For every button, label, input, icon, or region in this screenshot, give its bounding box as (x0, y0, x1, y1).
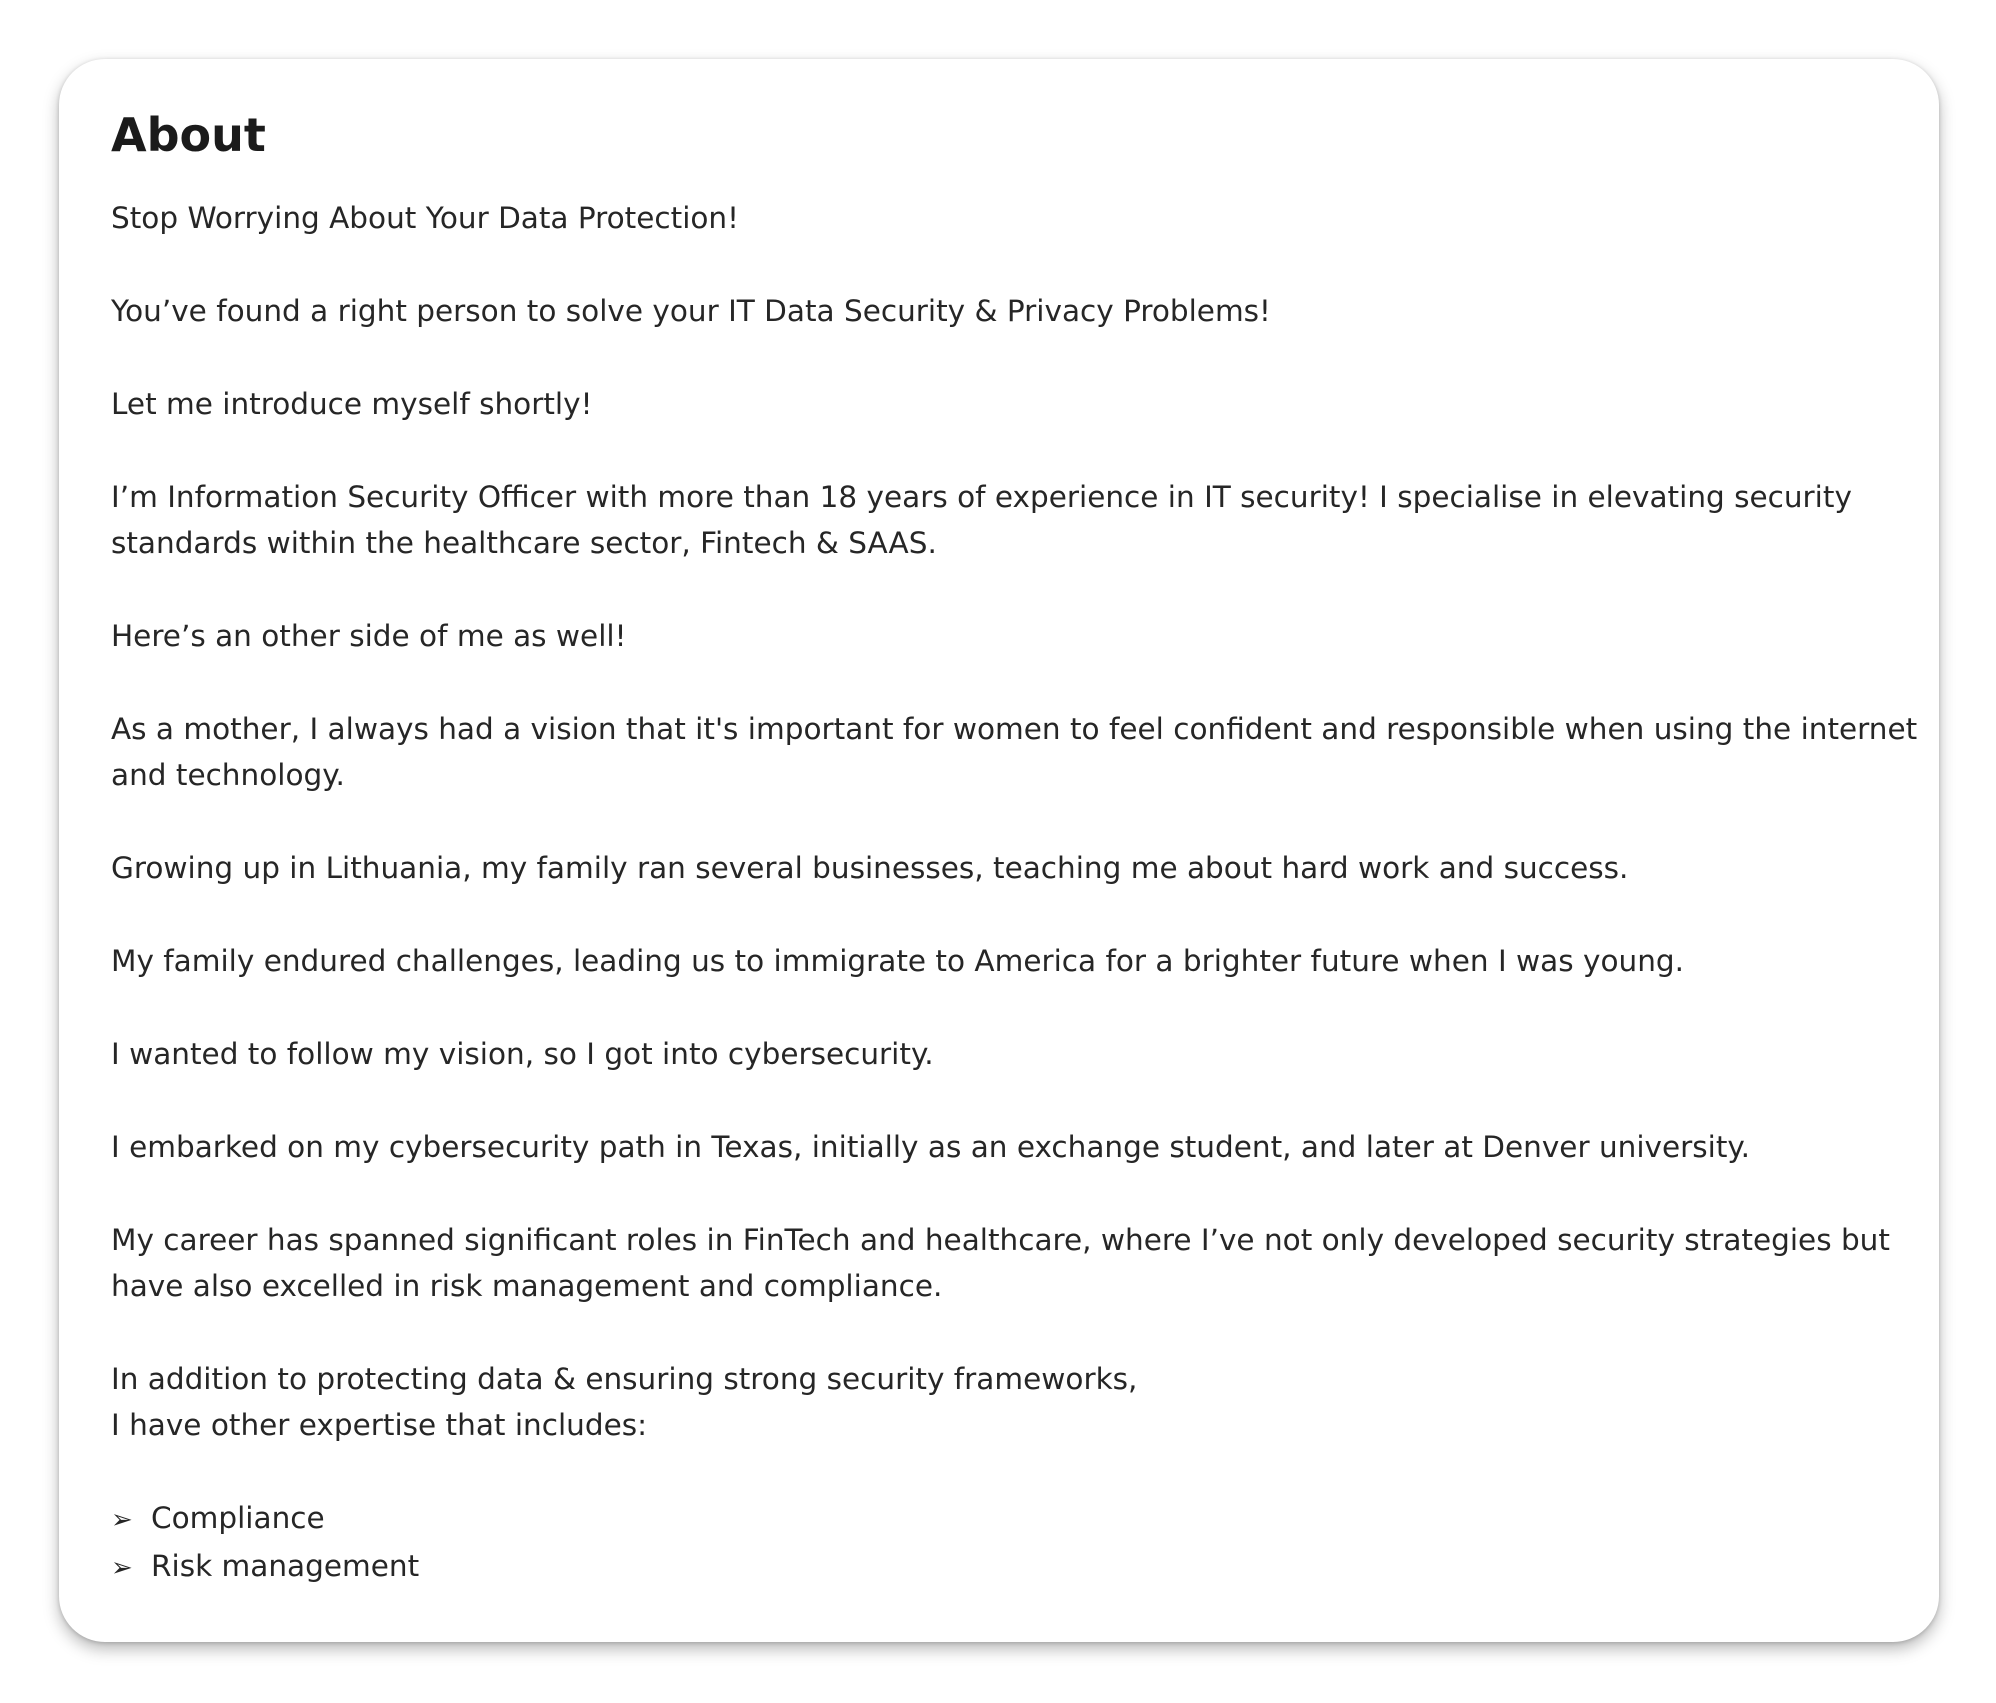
paragraph-line: have also excelled in risk management and compliance. (111, 1269, 943, 1303)
expertise-list (111, 1495, 1911, 1591)
list-item (111, 1495, 1911, 1543)
about-text (111, 195, 1918, 1591)
arrow-bullet-icon: ➢ (111, 1553, 133, 1583)
paragraph-line: My career has spanned significant roles in FinTech and healthcare, where I’ve not only developed security strategies but (111, 1223, 1890, 1257)
list-item-label: Risk management (151, 1549, 420, 1583)
about-paragraph (111, 845, 1911, 891)
paragraph-line: and technology. (111, 758, 345, 792)
paragraph-line: I have other expertise that includes: (111, 1408, 648, 1442)
paragraph-line: standards within the healthcare sector, Fintech & SAAS. (111, 526, 937, 560)
about-paragraph (111, 1124, 1911, 1170)
paragraph-line: My family endured challenges, leading us to immigrate to America for a brighter future when I was young. (111, 944, 1684, 978)
about-paragraph (111, 474, 1911, 566)
about-paragraph (111, 613, 1911, 659)
list-item-label: Compliance (151, 1501, 325, 1535)
paragraph-line: Here’s an other side of me as well! (111, 619, 627, 653)
paragraph-line: In addition to protecting data & ensuring strong security frameworks, (111, 1362, 1138, 1396)
about-paragraph (111, 195, 1911, 241)
section-title: About (111, 108, 266, 162)
about-paragraph (111, 706, 1918, 798)
paragraph-line: Growing up in Lithuania, my family ran several businesses, teaching me about hard work and success. (111, 851, 1629, 885)
about-paragraph (111, 1356, 1911, 1448)
about-paragraph (111, 288, 1911, 334)
paragraph-line: I’m Information Security Officer with more than 18 years of experience in IT security! I specialise in elevating security (111, 480, 1852, 514)
about-paragraph (111, 1031, 1911, 1077)
about-paragraph (111, 938, 1911, 984)
paragraph-line: Stop Worrying About Your Data Protection! (111, 201, 739, 235)
paragraph-line: I wanted to follow my vision, so I got into cybersecurity. (111, 1037, 934, 1071)
list-item (111, 1543, 1911, 1591)
paragraph-line: I embarked on my cybersecurity path in Texas, initially as an exchange student, and later at Denver university. (111, 1130, 1751, 1164)
about-paragraph (111, 1217, 1911, 1309)
about-card (59, 59, 1939, 1642)
arrow-bullet-icon: ➢ (111, 1505, 133, 1535)
paragraph-line: You’ve found a right person to solve your IT Data Security & Privacy Problems! (111, 294, 1271, 328)
paragraph-line: Let me introduce myself shortly! (111, 387, 593, 421)
paragraph-line: As a mother, I always had a vision that it's important for women to feel confident and responsible when using the internet (111, 712, 1918, 746)
about-paragraph (111, 381, 1911, 427)
